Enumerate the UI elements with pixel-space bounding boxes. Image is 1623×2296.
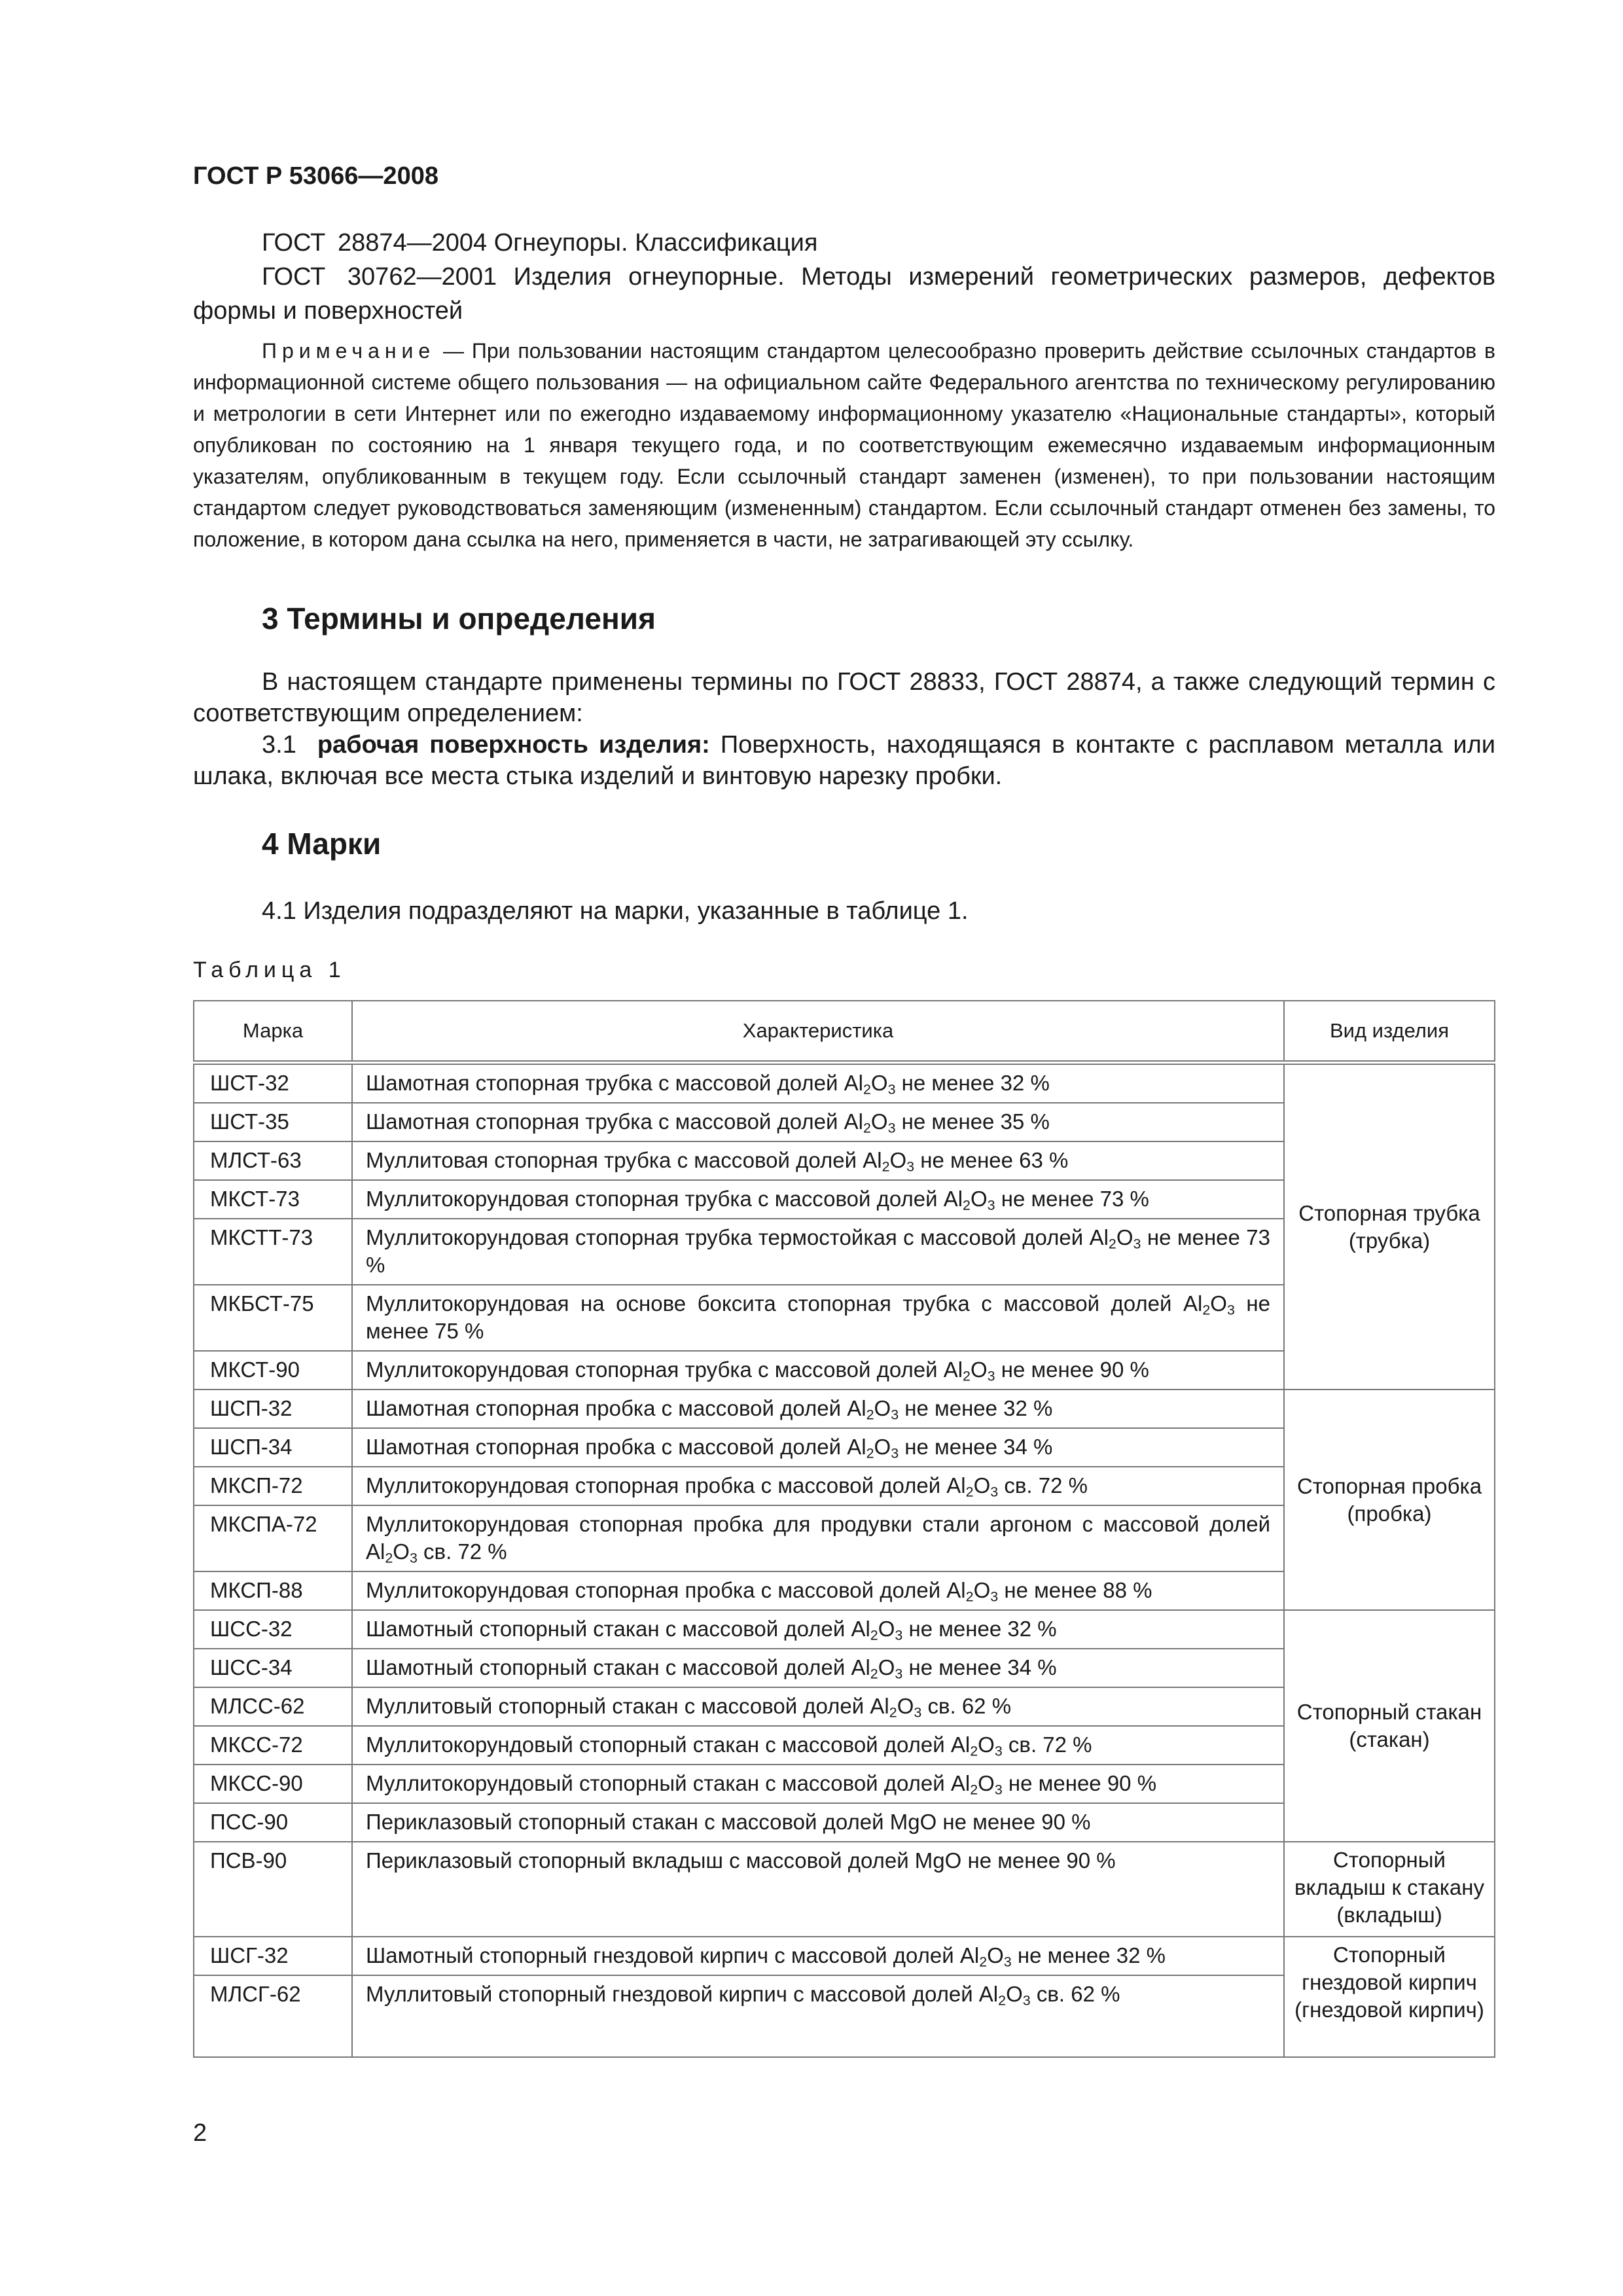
grade-description: Муллитокорундовая стопорная трубка с массовой долей $Al_2O_3$ не менее 73 %	[352, 1180, 1284, 1219]
grade-description: Шамотный стопорный стакан с массовой долей $Al_2O_3$ не менее 32 %	[352, 1610, 1284, 1649]
grade-code: МКСС-90	[194, 1765, 352, 1803]
grade-description: Шамотная стопорная пробка с массовой долей $Al_2O_3$ не менее 32 %	[352, 1390, 1284, 1428]
table-row	[194, 1937, 1495, 1975]
product-type: Стопорный стакан (стакан)	[1284, 1610, 1495, 1842]
grade-description: Муллитовый стопорный стакан с массовой долей $Al_2O_3$ св. 62 %	[352, 1687, 1284, 1726]
grade-description: Муллитокорундовый стопорный стакан с массовой долей $Al_2O_3$ св. 72 %	[352, 1726, 1284, 1765]
grade-code: ШСГ-32	[194, 1937, 352, 1975]
grade-code: ШСТ-35	[194, 1103, 352, 1141]
grade-code: ПСС-90	[194, 1803, 352, 1842]
note-text: — При пользовании настоящим стандартом целесообразно проверить действие ссылочных стандартов в информационной системе общего пользования — на официальном сайте Федерального агентства по техническому регулированию и метрологии в сети Интернет или по ежегодно издаваемому информационному указателю «Национальные стандарты», который опубликован по состоянию на 1 января текущего года, и по соответствующим ежемесячно издаваемым информационным указателям, опубликованным в текущем году. Если ссылочный стандарт заменен (изменен), то при пользовании настоящим стандартом следует руководствоваться заменяющим (измененным) стандартом. Если ссылочный стандарт отменен без замены, то положение, в котором дана ссылка на него, применяется в части, не затрагивающей эту ссылку.	[193, 339, 1495, 551]
grade-description: Муллитокорундовая стопорная пробка с массовой долей $Al_2O_3$ не менее 88 %	[352, 1571, 1284, 1610]
grade-description: Шамотный стопорный гнездовой кирпич с массовой долей $Al_2O_3$ не менее 32 %	[352, 1937, 1284, 1975]
reference-title: Огнеупоры. Классификация	[493, 229, 818, 257]
table-row	[194, 1842, 1495, 1937]
column-header: Характеристика	[352, 1001, 1284, 1063]
grade-code: МКСС-72	[194, 1726, 352, 1765]
term-number: 3.1	[262, 731, 296, 759]
grade-code: ПСВ-90	[194, 1842, 352, 1937]
section-title-terms: 3 Термины и определения	[262, 601, 656, 636]
grade-description: Шамотная стопорная трубка с массовой долей $Al_2O_3$ не менее 35 %	[352, 1103, 1284, 1141]
section-terms-body	[193, 666, 1495, 792]
term-text: Поверхность, находящаяся в контакте с расплавом металла или шлака, включая все места стыка изделий и винтовую нарезку пробки.	[193, 731, 1495, 790]
grade-code: МЛСТ-63	[194, 1141, 352, 1180]
grade-description: Шамотный стопорный стакан с массовой долей $Al_2O_3$ не менее 34 %	[352, 1649, 1284, 1687]
grade-code: ШСП-32	[194, 1390, 352, 1428]
grade-code: МКСТ-73	[194, 1180, 352, 1219]
normative-references	[193, 226, 1495, 328]
product-type: Стопорный гнездовой кирпич (гнездовой кирпич)	[1284, 1937, 1495, 2057]
table-caption: Таблица 1	[193, 958, 346, 982]
product-type: Стопорная пробка (пробка)	[1284, 1390, 1495, 1610]
grade-code: ШСТ-32	[194, 1063, 352, 1103]
grade-description: Муллитовая стопорная трубка с массовой долей $Al_2O_3$ не менее 63 %	[352, 1141, 1284, 1180]
grade-description: Шамотная стопорная пробка с массовой долей $Al_2O_3$ не менее 34 %	[352, 1428, 1284, 1467]
reference-code: ГОСТ 30762—2001	[262, 263, 497, 291]
grade-description: Периклазовый стопорный вкладыш с массовой долей MgO не менее 90 %	[352, 1842, 1284, 1937]
grades-table	[193, 1000, 1495, 2058]
table-header-row	[194, 1001, 1495, 1063]
product-type: Стопорная трубка (трубка)	[1284, 1063, 1495, 1390]
note-label: Примечание	[262, 339, 436, 363]
table-row	[194, 1390, 1495, 1428]
section-grades-body	[193, 895, 1495, 927]
grade-code: МКСТТ-73	[194, 1219, 352, 1285]
grade-description: Периклазовый стопорный стакан с массовой долей MgO не менее 90 %	[352, 1803, 1284, 1842]
reference-item	[193, 226, 1495, 260]
table-row	[194, 1610, 1495, 1649]
reference-title: Изделия огнеупорные. Методы измерений геометрических размеров, дефектов формы и поверхностей	[193, 263, 1496, 325]
product-type: Стопорный вкладыш к стакану (вкладыш)	[1284, 1842, 1495, 1937]
grade-code: МКСТ-90	[194, 1351, 352, 1390]
document-header: ГОСТ Р 53066—2008	[193, 162, 438, 190]
grade-code: МКБСТ-75	[194, 1285, 352, 1351]
grade-description: Муллитокорундовая стопорная трубка с массовой долей $Al_2O_3$ не менее 90 %	[352, 1351, 1284, 1390]
grade-description: Муллитокорундовая стопорная трубка термостойкая с массовой долей $Al_2O_3$ не менее 73 %	[352, 1219, 1284, 1285]
grade-code: ШСС-34	[194, 1649, 352, 1687]
grade-code: МКСП-72	[194, 1467, 352, 1505]
grade-description: Муллитокорундовая на основе боксита стопорная трубка с массовой долей $Al_2O_3$ не менее 75 %	[352, 1285, 1284, 1351]
grade-description: Шамотная стопорная трубка с массовой долей $Al_2O_3$ не менее 32 %	[352, 1063, 1284, 1103]
reference-item	[193, 260, 1495, 328]
grade-code: ШСП-34	[194, 1428, 352, 1467]
page-number: 2	[193, 2119, 207, 2147]
note-paragraph	[193, 335, 1495, 555]
terms-intro: В настоящем стандарте применены термины по ГОСТ 28833, ГОСТ 28874, а также следующий термин с соответствующим определением:	[193, 668, 1495, 727]
term-name: рабочая поверхность изделия:	[317, 731, 710, 759]
term-definition	[193, 729, 1495, 792]
column-header: Марка	[194, 1001, 352, 1063]
grade-code: МКСП-88	[194, 1571, 352, 1610]
grade-description: Муллитокорундовый стопорный стакан с массовой долей $Al_2O_3$ не менее 90 %	[352, 1765, 1284, 1803]
grade-description: Муллитокорундовая стопорная пробка для продувки стали аргоном с массовой долей $Al_2O_3$ св. 72 %	[352, 1505, 1284, 1571]
grade-code: МКСПА-72	[194, 1505, 352, 1571]
grade-code: ШСС-32	[194, 1610, 352, 1649]
column-header: Вид изделия	[1284, 1001, 1495, 1063]
reference-code: ГОСТ 28874—2004	[262, 229, 488, 257]
grade-description: Муллитовый стопорный гнездовой кирпич с массовой долей $Al_2O_3$ св. 62 %	[352, 1975, 1284, 2057]
grade-code: МЛСГ-62	[194, 1975, 352, 2057]
grades-paragraph: 4.1 Изделия подразделяют на марки, указанные в таблице 1.	[262, 897, 969, 925]
section-title-grades: 4 Марки	[262, 827, 382, 861]
grade-code: МЛСС-62	[194, 1687, 352, 1726]
table-row	[194, 1063, 1495, 1103]
grade-description: Муллитокорундовая стопорная пробка с массовой долей $Al_2O_3$ св. 72 %	[352, 1467, 1284, 1505]
